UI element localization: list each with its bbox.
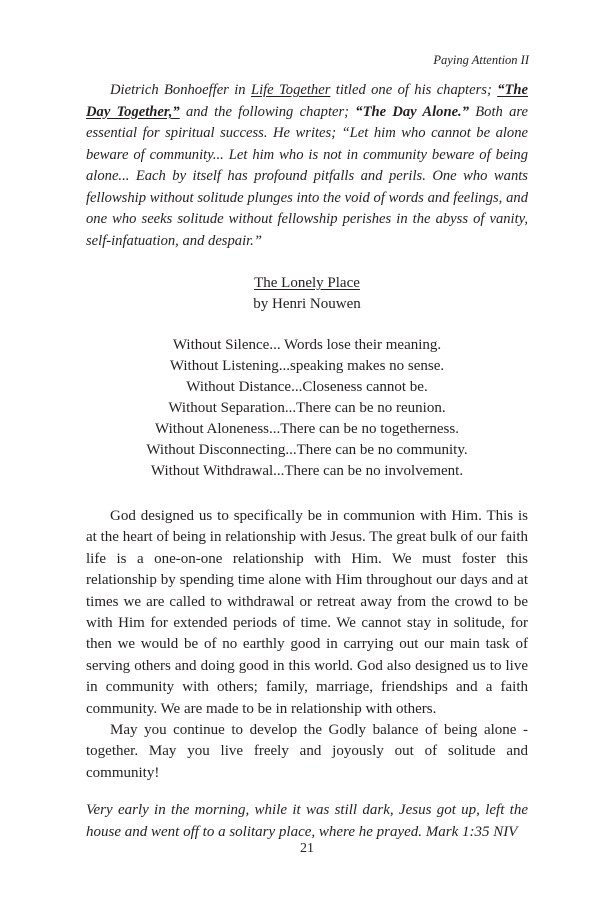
running-header: Paying Attention II xyxy=(433,53,529,67)
poem xyxy=(86,335,528,482)
poem-line: Without Disconnecting...There can be no community. xyxy=(146,442,468,458)
page-number: 21 xyxy=(300,841,314,856)
chapter-title-alone: “The Day Alone.” xyxy=(355,103,469,120)
intro-text-2: titled one of his chapters; xyxy=(330,82,498,98)
poem-author: by Henri Nouwen xyxy=(253,296,361,312)
poem-line: Without Distance...Closeness cannot be. xyxy=(186,379,428,395)
poem-line: Without Silence... Words lose their meaning. xyxy=(172,337,442,353)
intro-text-4: Both are essential for spiritual success. He writes; “Let him who cannot be alone beware of community... Let him who is not in community beware of being alone... Each by itself has profound pitfalls and perils. One who wants fellowship without solitude plunges into the void of words and feelings, and one who seeks solitude without fellowship perishes in the abyss of vanity, self-infatuation, and despair.” xyxy=(86,103,528,249)
body-text xyxy=(86,506,528,784)
intro-text-3: and the following chapter; xyxy=(179,103,356,120)
poem-line: Without Separation...There can be no reunion. xyxy=(168,400,446,416)
poem-line: Without Aloneness...There can be no togetherness. xyxy=(155,421,459,437)
poem-line: Without Listening...speaking makes no sense. xyxy=(169,358,445,374)
poem-heading xyxy=(86,273,528,315)
body-paragraph: May you continue to develop the Godly balance of being alone - together. May you live freely and joyously out of solitude and community! xyxy=(86,722,528,781)
page-content xyxy=(86,80,528,858)
body-paragraph: God designed us to specifically be in communion with Him. This is at the heart of being in relationship with Jesus. The great bulk of our faith life is a one-on-one relationship with Him. We must foster this relationship by spending time alone with Him throughout our days and at times we are called to withdrawal or retreat away from the crowd to be with Him for extended periods of time. We cannot stay in solitude, for then we would be of no earthly good in carrying out our main task of serving others and doing good in this world. God also designed us to live in community with others; family, marriage, friendships and a faith community. We are made to be in relationship with others. xyxy=(86,508,528,717)
poem-title: The Lonely Place xyxy=(254,275,360,291)
book-title: Life Together xyxy=(250,82,331,98)
intro-text-1: Dietrich Bonhoeffer in xyxy=(110,82,251,98)
intro-paragraph xyxy=(86,80,528,252)
chapter-title-together: “The Day Together,” xyxy=(86,82,528,120)
scripture-verse: Very early in the morning, while it was still dark, Jesus got up, left the house and went off to a solitary place, where he prayed. Mark 1:35 NIV xyxy=(86,802,528,840)
poem-line: Without Withdrawal...There can be no involvement. xyxy=(150,463,464,479)
